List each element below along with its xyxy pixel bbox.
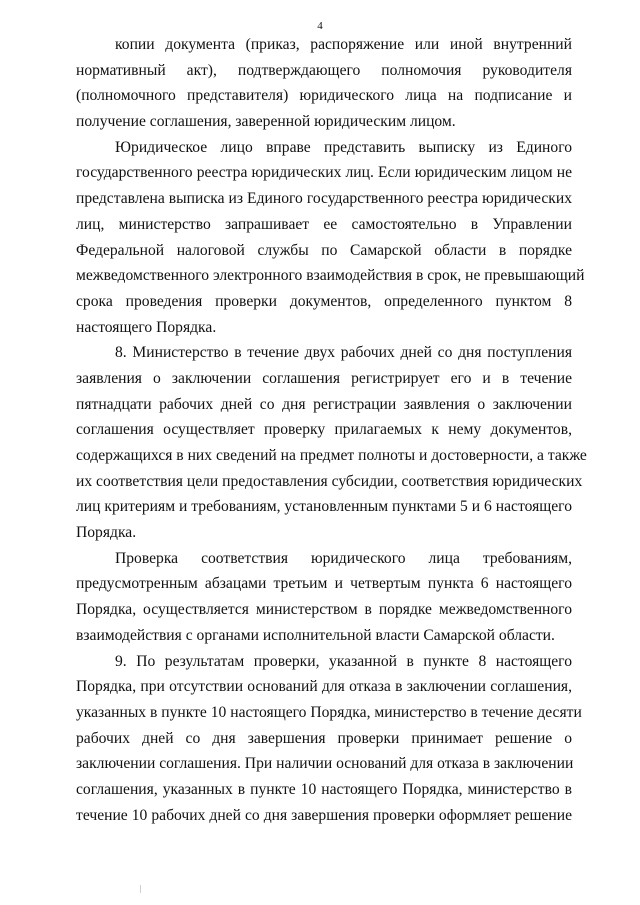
text-line: пятнадцати рабочих дней со дня регистрации заявления о заключении (76, 395, 572, 413)
text-line: соглашения, указанных в пункте 10 настоящего Порядка, министерство в (76, 780, 572, 798)
text-line: межведомственного электронного взаимодействия в срок, не превышающий (76, 267, 585, 285)
text-line: копии документа (приказ, распоряжение или иной внутренний (115, 36, 572, 53)
text-line: срока проведения проверки документов, определенного пунктом 8 (76, 292, 572, 310)
text-line: Юридическое лицо вправе представить выписку из Единого (115, 138, 572, 156)
text-line: лиц, министерство запрашивает ее самостоятельно в Управлении (76, 215, 572, 233)
text-line: рабочих дней со дня завершения проверки принимает решение о (76, 729, 572, 747)
scan-artifact (140, 885, 141, 893)
text-line: взаимодействия с органами исполнительной власти Самарской области. (76, 626, 555, 644)
text-line: Порядка. (76, 524, 137, 542)
text-line: соглашения осуществляет проверку прилагаемых к нему документов, (76, 421, 572, 439)
page-number: 4 (317, 20, 323, 32)
document-body (76, 32, 587, 828)
text-line: настоящего Порядка. (76, 318, 217, 336)
text-line: Порядка, осуществляется министерством в порядке межведомственного (76, 601, 572, 619)
text-line: заявления о заключении соглашения регистрирует его и в течение (76, 369, 572, 387)
text-line: Проверка соответствия юридического лица требованиям, (115, 549, 572, 567)
text-line: Порядка, при отсутствии оснований для отказа в заключении соглашения, (76, 678, 572, 696)
text-line: 9. По результатам проверки, указанной в пункте 8 настоящего (115, 652, 572, 670)
text-line: получение соглашения, заверенной юридическим лицом. (76, 113, 456, 131)
text-line: нормативный акт), подтверждающего полномочия руководителя (76, 61, 572, 79)
text-line: государственного реестра юридических лиц. Если юридическим лицом не (76, 164, 572, 182)
text-line: предусмотренным абзацами третьим и четвертым пункта 6 настоящего (76, 575, 572, 593)
text-line: представлена выписка из Единого государственного реестра юридических (76, 190, 572, 208)
text-line: лиц критериям и требованиям, установленным пунктами 5 и 6 настоящего (76, 498, 572, 516)
text-line: их соответствия цели предоставления субсидии, соответствия юридических (76, 472, 583, 490)
text-line: содержащихся в них сведений на предмет полноты и достоверности, а также (76, 447, 587, 464)
text-line: течение 10 рабочих дней со дня завершения проверки оформляет решение (76, 806, 572, 824)
text-line: указанных в пункте 10 настоящего Порядка, министерство в течение десяти (76, 703, 582, 721)
text-line: (полномочного представителя) юридического лица на подписание и (76, 87, 572, 105)
text-line: заключении соглашения. При наличии оснований для отказа в заключении (76, 755, 574, 773)
text-line: Федеральной налоговой службы по Самарской области в порядке (76, 241, 572, 259)
text-line: 8. Министерство в течение двух рабочих дней со дня поступления (115, 344, 572, 362)
